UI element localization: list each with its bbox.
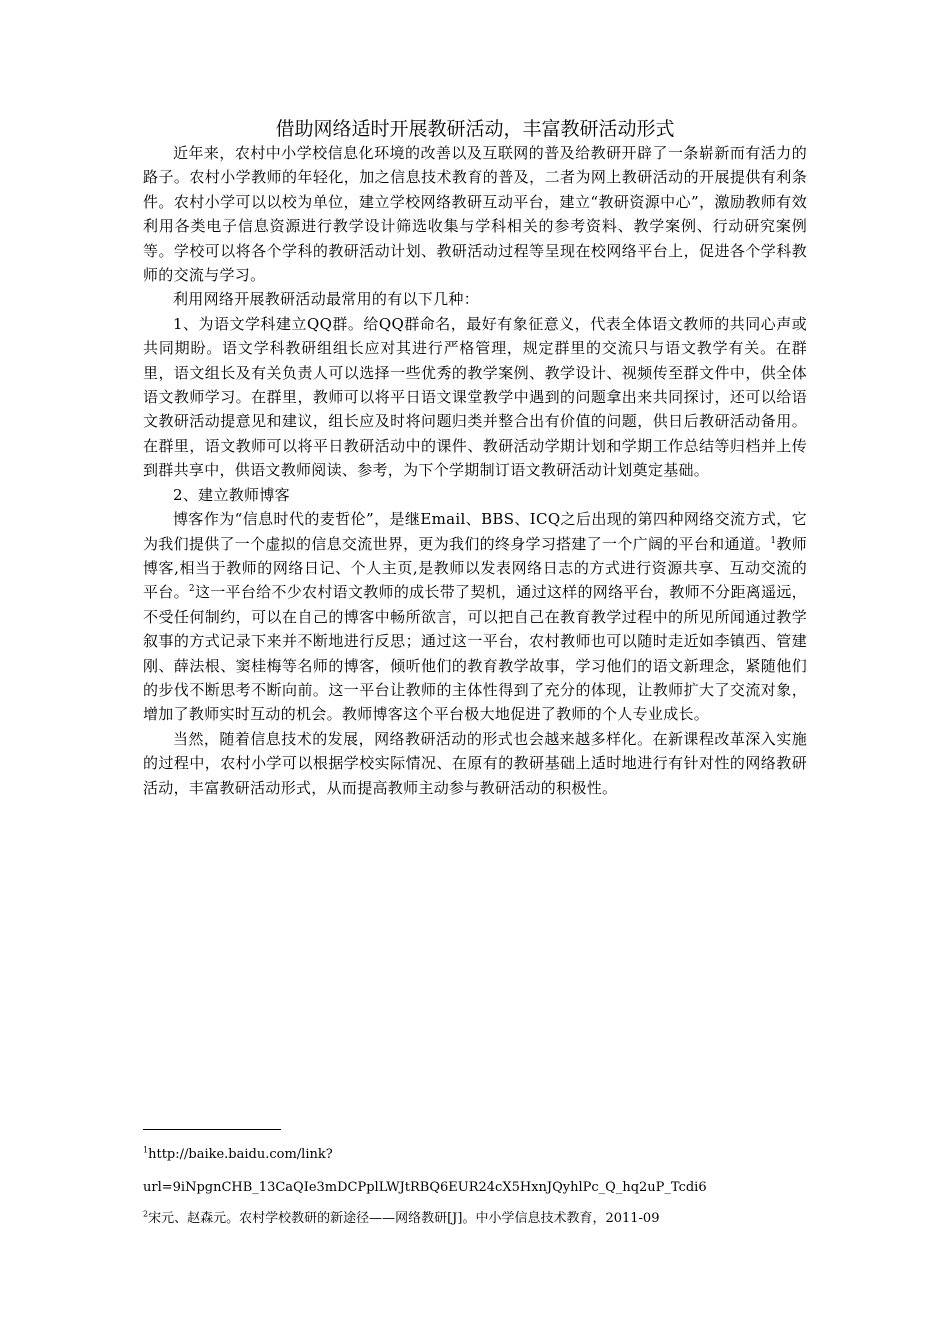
paragraph-conclusion: 当然，随着信息技术的发展，网络教研活动的形式也会越来越多样化。在新课程改革深入实施的过程中，农村小学可以根据学校实际情况、在原有的教研基础上适时地进行有针对性的网络教研活动，丰富教研活动形式，从而提高教师主动参与教研活动的积极性。 [143,729,807,797]
footnote-1-continued [143,1179,707,1197]
paragraph-intro: 近年来，农村中小学校信息化环境的改善以及互联网的普及给教研开辟了一条崭新而有活力的路子。农村小学教师的年轻化，加之信息技术教育的普及，二者为网上教研活动的开展提供有利条件。农村小学可以以校为单位，建立学校网络教研互动平台，建立“教研资源中心”，激励教师有效利用各类电子信息资源进行教学设计筛选收集与学科相关的参考资料、教学案例、行动研究案例等。学校可以将各个学科的教研活动计划、教研活动过程等呈现在校网络平台上，促进各个学科教师的交流与学习。 [143,144,807,285]
paragraph-blog-heading: 2、建立教师博客 [173,485,290,504]
document-body [143,141,807,800]
footnote-2-mark: 2 [143,1209,149,1219]
footnote-1 [143,1146,333,1164]
paragraph-qq-group: 1、为语文学科建立QQ群。给QQ群命名，最好有象征意义，代表全体语文教师的共同心声或共同期盼。语文学科教研组组长应对其进行严格管理，规定群里的交流只与语文教学有关。在群里，语文组长及有关负责人可以选择一些优秀的教学案例、教学设计、视频传至群文件中，供全体语文教师学习。在群里，教师可以将平日语文课堂教学中遇到的问题拿出来共同探讨，还可以给语文教研活动提意见和建议，组长应及时将问题归类并整合出有价值的问题，供日后教研活动备用。在群里，语文教师可以将平日教研活动中的课件、教研活动学期计划和学期工作总结等归档并上传到群共享中，供语文教师阅读、参考，为下个学期制订语文教研活动计划奠定基础。 [143,314,807,480]
footnote-2-text: 宋元、赵森元。农村学校教研的新途径——网络教研[J]。中小学信息技术教育，2011-09 [148,1211,660,1226]
paragraph-blog-part-a: 博客作为“信息时代的麦哲伦”，是继Email、BBS、ICQ之后出现的第四种网络交流方式，它为我们提供了一个虚拟的信息交流世界，更为我们的终身学习搭建了一个广阔的平台和通道。 [143,510,807,553]
paragraph-blog-part-c: 这一平台给不少农村语文教师的成长带了契机，通过这样的网络平台，教师不分距离遥远，不受任何制约，可以在自己的博客中畅所欲言，可以把自己在教育教学过程中的所见所闻通过教学叙事的方式记录下来并不断地进行反思；通过这一平台，农村教师也可以随时走近如李镇西、管建刚、薛法根、窦桂梅等名师的博客，倾听他们的教育教学故事，学习他们的语文新理念，紧随他们的步伐不断思考不断向前。这一平台让教师的主体性得到了充分的体现，让教师扩大了交流对象，增加了教师实时互动的机会。教师博客这个平台极大地促进了教师的个人专业成长。 [143,583,807,724]
footnote-ref-1[interactable]: 1 [770,535,777,546]
footnote-1-mark: 1 [143,1145,149,1155]
paragraph-blog-part-b: 教师博客,相当于教师的网络日记、个人主页,是教师以发表网络日志的方式进行资源共享、互动交流的平台。 [143,534,807,602]
document-title: 借助网络适时开展教研活动，丰富教研活动形式 [275,118,675,140]
footnote-separator [143,1129,281,1130]
footnote-1-url-line1[interactable]: http://baike.baidu.com/link? [148,1147,333,1162]
footnote-1-url-line2[interactable]: url=9iNpgnCHB_13CaQIe3mDCPplLWJtRBQ6EUR24cX5HxnJQyhlPc_Q_hq2uP_Tcdi6 [143,1180,707,1195]
footnote-2 [143,1210,659,1228]
paragraph-blog [143,507,807,727]
footnote-ref-2[interactable]: 2 [188,584,195,595]
paragraph-methods-lead: 利用网络开展教研活动最常用的有以下几种： [173,290,480,309]
